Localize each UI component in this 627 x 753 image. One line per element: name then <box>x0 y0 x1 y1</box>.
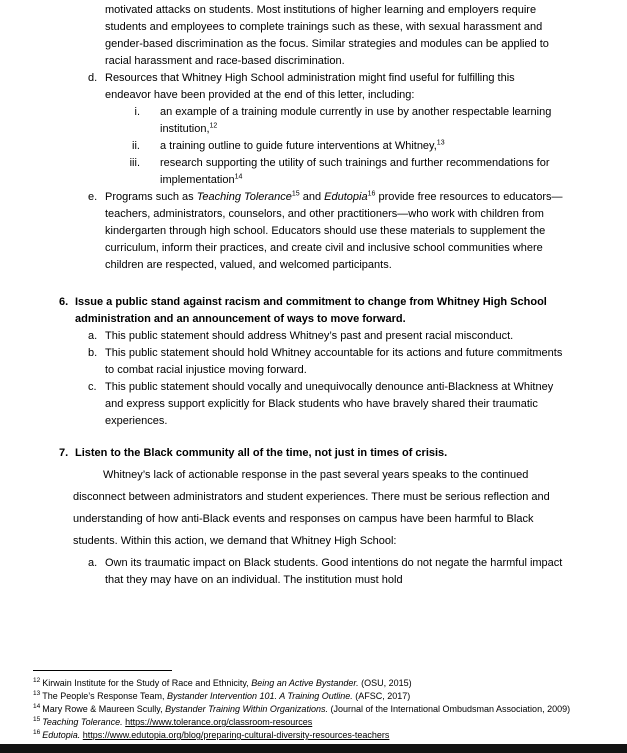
footnote-12 <box>33 677 611 690</box>
footnote-14-text: Mary Rowe & Maureen Scully, Bystander Training Within Organizations. (Journal of the International Ombudsman Association, 2009) <box>42 704 571 714</box>
item-7-paragraph: Whitney’s lack of actionable response in the past several years speaks to the continued disconnect between administrators and student experiences. There must be serious reflection and understanding of how anti-Black events and responses on campus have been harmful to Black students. Within this action, we demand that Whitney High School: <box>73 469 550 547</box>
footnote-12-number: 12 <box>33 677 41 684</box>
list-item-e-text: Programs such as Teaching Tolerance$^{15}$ and Edutopia$^{16}$ provide free resources to educators—teachers, administrators, counselors, and other practitioners—who work with children from kindergarten through high school. Educators should use these materials to supplement the curriculum, inform their practices, and create civil and inclusive school communities where children are respected, valued, and welcomed participants. <box>105 190 563 271</box>
list-marker-6: 6. <box>59 296 69 308</box>
footnote-15-number: 15 <box>33 716 41 723</box>
footnote-13-text: The People’s Response Team, Bystander Intervention 101. A Training Outline. (AFSC, 2017) <box>42 691 411 701</box>
list-marker-e: e. <box>88 191 98 203</box>
footnote-16 <box>33 729 611 742</box>
list-marker-7: 7. <box>59 447 69 459</box>
footnote-14-number: 14 <box>33 703 41 710</box>
list-item-6-text: Issue a public stand against racism and commitment to change from Whitney High School administration and an announcement of ways to move forward. <box>75 296 547 325</box>
list-item-6a-text: This public statement should address Whitney’s past and present racial misconduct. <box>105 330 514 342</box>
list-item-6a <box>88 328 627 345</box>
footnote-14 <box>33 703 611 716</box>
list-marker-6a: a. <box>88 330 98 342</box>
list-item-6b <box>88 345 627 379</box>
list-item-d <box>88 70 627 104</box>
footnote-divider <box>33 670 172 671</box>
list-marker-ii: ii. <box>132 140 140 152</box>
footnote-16-text: Edutopia. https://www.edutopia.org/blog/preparing-cultural-diversity-resources-teachers <box>42 730 390 740</box>
footnote-16-number: 16 <box>33 729 41 736</box>
list-item-roman-iii-text: research supporting the utility of such trainings and further recommendations for implementation$^{14}$ <box>160 157 550 186</box>
list-item-7 <box>59 445 627 462</box>
footnote-15 <box>33 716 611 729</box>
list-item-d-text: Resources that Whitney High School administration might find useful for fulfilling this endeavor have been provided at the end of this letter, including: <box>105 72 515 101</box>
list-marker-6b: b. <box>88 347 98 359</box>
footnote-13-number: 13 <box>33 690 41 697</box>
window-bottom-bar <box>0 744 627 753</box>
list-item-6c <box>88 379 627 430</box>
footnote-15-text: Teaching Tolerance. https://www.tolerance.org/classroom-resources <box>42 717 313 727</box>
footnote-link[interactable]: https://www.tolerance.org/classroom-resources <box>125 717 313 727</box>
footnote-link[interactable]: https://www.edutopia.org/blog/preparing-cultural-diversity-resources-teachers <box>82 730 390 740</box>
footnote-12-text: Kirwain Institute for the Study of Race and Ethnicity, Being an Active Bystander. (OSU, 2015) <box>42 678 412 688</box>
list-item-roman-ii-text: a training outline to guide future interventions at Whitney,$^{13}$ <box>160 139 445 152</box>
list-item-6 <box>59 294 627 328</box>
list-item-7a <box>88 555 627 589</box>
list-item-6b-text: This public statement should hold Whitney accountable for its actions and future commitments to combat racial injustice moving forward. <box>105 347 563 376</box>
list-item-7-text: Listen to the Black community all of the time, not just in times of crisis. <box>75 447 448 459</box>
list-marker-i: i. <box>134 106 140 118</box>
list-item-7a-text: Own its traumatic impact on Black students. Good intentions do not negate the harmful impact that they may have on an individual. The institution must hold <box>105 557 563 586</box>
footnotes-section <box>33 670 611 742</box>
list-item-roman-i <box>112 104 627 138</box>
list-item-roman-ii <box>112 138 627 155</box>
list-marker-6c: c. <box>88 381 97 393</box>
list-marker-d: d. <box>88 72 98 84</box>
list-item-6c-text: This public statement should vocally and unequivocally denounce anti-Blackness at Whitney and express support explicitly for Black students who have bravely shared their traumatic experiences. <box>105 381 554 427</box>
paragraph-continuation: motivated attacks on students. Most institutions of higher learning and employers require students and employees to complete trainings such as these, with sexual harassment and gender-based discrimination as the focus. Similar strategies and modules can be applied to racial harassment and race-based discrimination. <box>105 4 549 67</box>
list-marker-iii: iii. <box>129 157 140 169</box>
footnote-13 <box>33 690 611 703</box>
list-marker-7a: a. <box>88 557 98 569</box>
list-item-roman-iii <box>112 155 627 189</box>
list-item-roman-i-text: an example of a training module currently in use by another respectable learning institution,$^{12}$ <box>160 106 552 135</box>
list-item-e <box>88 189 627 274</box>
